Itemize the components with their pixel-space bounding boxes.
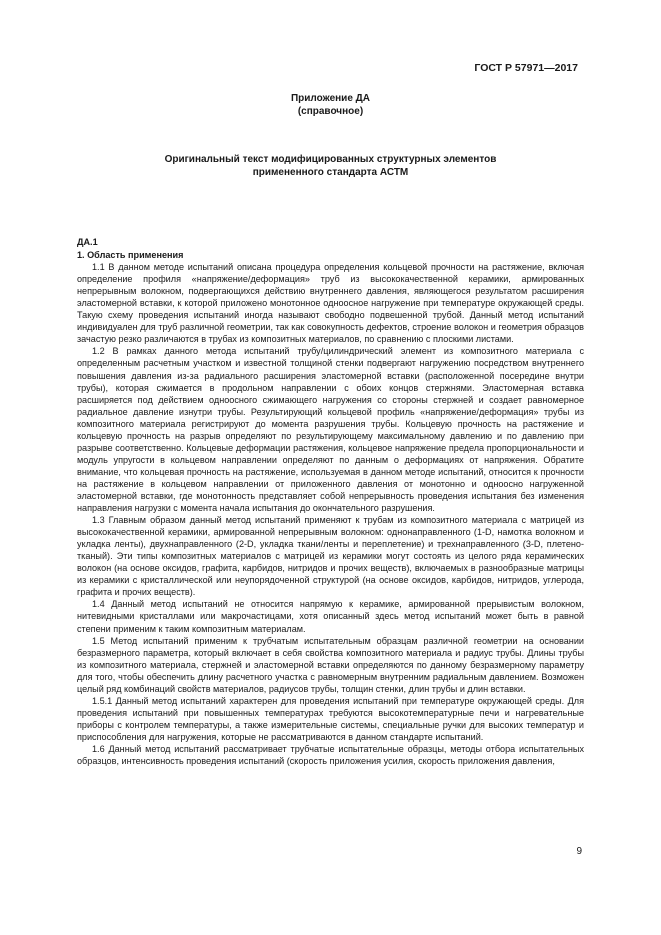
paragraph-1-5-1: 1.5.1 Данный метод испытаний характерен для проведения испытаний при температуре окружающей среды. Для проведения испытаний при повышенных температурах требуются высокотемпературные печи и нагревательные приборы с контролем температуры, а также измерительные системы, специальные ручки для высоких температур и приспособления для нагружения, которые не рассматриваются в данном стандарте испытаний. [77,695,584,742]
annex-title: Приложение ДА [290,93,371,104]
paragraph-1-5: 1.5 Метод испытаний применим к трубчатым испытательным образцам различной геометрии на основании безразмерного параметра, который включает в себя свойства композитного материала и радиус трубы. Длины трубы из композитного материала, стержней и эластомерной вставки определяются по данному безразмерному параметру для того, чтобы обеспечить длину расчетного участка с равномерным внутренним радиальным давлением. Возможен целый ряд комбинаций свойств материалов, радиусов трубы, толщин стенки, длин трубы и длин вставки. [77,635,584,694]
heading-da1: ДА.1 [77,237,98,247]
section-title-line-1: Оригинальный текст модифицированных структурных элементов [164,154,497,165]
page-number: 9 [576,846,582,857]
paragraph-1-6: 1.6 Данный метод испытаний рассматривает трубчатые испытательные образцы, методы отбора испытательных образцов, интенсивность проведения испытаний (скорость приложения усилия, скорость приложения давления, [77,743,584,767]
paragraph-1-4: 1.4 Данный метод испытаний не относится напрямую к керамике, армированной прерывистым волокном, нитевидными кристаллами или макрочастицами, хотя описанный здесь метод испытаний может быть в равной степени применим к таким композитным материалам. [77,599,584,634]
annex-subtitle: (справочное) [297,106,364,117]
section-title [0,153,661,179]
heading-scope: 1. Область применения [77,250,184,261]
document-body [77,236,584,767]
paragraph-1-3: 1.3 Главным образом данный метод испытаний применяют к трубам из композитного материала с матрицей из высококачественной керамики, армированной непрерывным волокном: однонаправленного (1-D, намотка волокном и укладка ленты), двухнаправленного (2-D, укладка ткани/ленты и переплетение) и трехнаправленного (3-D, плетено-тканый). Эти типы композитных материалов с матрицей из керамики могут состоять из целого ряда керамических волокон (на основе оксидов, графита, карбидов, нитридов и прочих веществ), включаемых в разнообразные матрицы из керамики с кристаллической или неупорядоченной структурой (на основе оксидов, карбидов, нитридов, углерода, графита и прочих веществ). [77,515,584,598]
paragraph-1-1: 1.1 В данном методе испытаний описана процедура определения кольцевой прочности на растяжение, включая определение профиля «напряжение/деформация» труб из высококачественной керамики, армированных непрерывным волокном, подвергающихся действию внутреннего давления, являющегося результатом расширения эластомерной вставки, к которой приложено монотонное одноосное нагружение при температуре окружающей среды. Такую схему проведения испытаний иногда называют свободно подвешенной трубой. Данный метод испытаний индивидуален для труб различной геометрии, так как совокупность дефектов, строение волокон и геометрия образцов зачастую резко различаются в трубах из композитных материалов, по сравнению с плоскими листами. [77,262,584,345]
paragraph-1-2: 1.2 В рамках данного метода испытаний трубу/цилиндрический элемент из композитного материала с определенным расчетным участком и известной толщиной стенки подвергают нагружению посредством внутреннего повышения давления из-за радиального расширения эластомерной вставки (расположенной посередине внутри трубы), которая сжимается в продольном направлении с обоих концов стержнями. Эластомерная вставка расширяется под действием одноосного сжимающего нагружения со стороны стержней и создает равномерное радиальное давление изнутри трубы. Результирующий кольцевой профиль «напряжение/деформация» трубы из композитного материала регистрируют до момента разрушения трубы. Кольцевую прочность на растяжение и кольцевую прочность на разрыв определяют по результирующему максимальному давлению и по давлению при разрыве соответственно. Кольцевые деформации растяжения, кольцевое напряжение предела пропорциональности и модуль упругости в кольцевом направлении определяют по данным о деформациях от напряжения. Обратите внимание, что кольцевая прочность на растяжение, используемая в данном методе испытаний, относится к прочности на растяжение в кольцевом направлении от приложенного давления от монотонно и одноосно нагруженной эластомерной вставки, где монотонность представляет собой непрерывность проведения испытания без изменения направления нагрузки с момента начала испытания до окончательного разрушения. [77,346,584,514]
document-id: ГОСТ Р 57971—2017 [474,62,578,74]
section-title-line-2: примененного стандарта АСТМ [252,167,409,178]
annex-heading [0,92,661,118]
